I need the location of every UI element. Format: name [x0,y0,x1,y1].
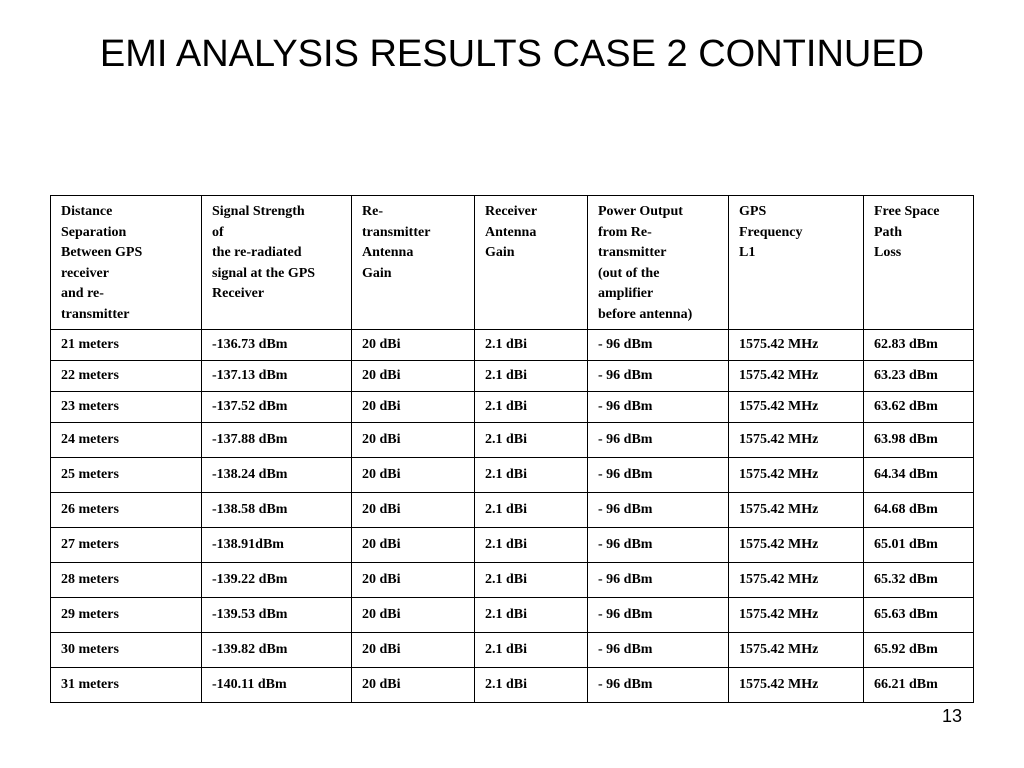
table-cell: 65.01 dBm [864,528,974,563]
table-cell: 1575.42 MHz [729,668,864,703]
table-cell: 30 meters [51,633,202,668]
table-row [51,528,974,563]
emi-results-table [50,195,974,703]
table-cell: 65.92 dBm [864,633,974,668]
table-row [51,423,974,458]
table-cell: -137.52 dBm [202,392,352,423]
table-cell: 20 dBi [352,392,475,423]
table-cell: - 96 dBm [588,423,729,458]
column-header: Re- transmitter Antenna Gain [352,196,475,330]
table-cell: 1575.42 MHz [729,392,864,423]
table-cell: -139.82 dBm [202,633,352,668]
table-cell: 25 meters [51,458,202,493]
table-row [51,361,974,392]
table-cell: 23 meters [51,392,202,423]
table-cell: 64.34 dBm [864,458,974,493]
table-cell: 20 dBi [352,668,475,703]
slide-title: EMI ANALYSIS RESULTS CASE 2 CONTINUED [99,33,925,75]
table-cell: 1575.42 MHz [729,493,864,528]
table-cell: 2.1 dBi [475,633,588,668]
table-cell: -138.91dBm [202,528,352,563]
table-header-row [51,196,974,330]
table-cell: 63.98 dBm [864,423,974,458]
column-header: Distance Separation Between GPS receiver and re- transmitter [51,196,202,330]
table-row [51,458,974,493]
table-cell: - 96 dBm [588,361,729,392]
table-cell: 28 meters [51,563,202,598]
table-cell: 20 dBi [352,598,475,633]
table-cell: 2.1 dBi [475,458,588,493]
table-cell: -140.11 dBm [202,668,352,703]
table-cell: -139.53 dBm [202,598,352,633]
table-cell: 21 meters [51,330,202,361]
table-cell: 1575.42 MHz [729,528,864,563]
table-cell: - 96 dBm [588,633,729,668]
table-row [51,633,974,668]
table-cell: 63.23 dBm [864,361,974,392]
table-cell: 20 dBi [352,330,475,361]
table-cell: 65.63 dBm [864,598,974,633]
table-cell: -136.73 dBm [202,330,352,361]
table-cell: - 96 dBm [588,458,729,493]
table-cell: 24 meters [51,423,202,458]
table-row [51,598,974,633]
table-cell: - 96 dBm [588,598,729,633]
table-cell: -138.24 dBm [202,458,352,493]
table-cell: 64.68 dBm [864,493,974,528]
table-cell: 62.83 dBm [864,330,974,361]
table-cell: 20 dBi [352,458,475,493]
table-cell: 66.21 dBm [864,668,974,703]
table-cell: 20 dBi [352,528,475,563]
table-row [51,493,974,528]
table-cell: -138.58 dBm [202,493,352,528]
column-header: Receiver Antenna Gain [475,196,588,330]
table-row [51,392,974,423]
table-cell: 20 dBi [352,423,475,458]
table-cell: 20 dBi [352,493,475,528]
column-header: Signal Strength of the re-radiated signal at the GPS Receiver [202,196,352,330]
table-row [51,563,974,598]
table-cell: - 96 dBm [588,563,729,598]
table-cell: -137.13 dBm [202,361,352,392]
column-header: Power Output from Re- transmitter (out of the amplifier before antenna) [588,196,729,330]
table-cell: 1575.42 MHz [729,330,864,361]
table-cell: - 96 dBm [588,392,729,423]
table-cell: 63.62 dBm [864,392,974,423]
table-cell: 2.1 dBi [475,423,588,458]
table-cell: 2.1 dBi [475,668,588,703]
table-cell: 1575.42 MHz [729,598,864,633]
table-row [51,668,974,703]
table-cell: 65.32 dBm [864,563,974,598]
table-cell: 20 dBi [352,563,475,598]
table-cell: 2.1 dBi [475,493,588,528]
table-cell: 27 meters [51,528,202,563]
table-cell: 1575.42 MHz [729,361,864,392]
table-cell: 1575.42 MHz [729,633,864,668]
table-cell: - 96 dBm [588,528,729,563]
table-cell: 29 meters [51,598,202,633]
table-cell: 2.1 dBi [475,563,588,598]
column-header: Free Space Path Loss [864,196,974,330]
table-cell: 2.1 dBi [475,392,588,423]
table-cell: 2.1 dBi [475,528,588,563]
table-cell: 20 dBi [352,361,475,392]
table-row [51,330,974,361]
table-cell: - 96 dBm [588,668,729,703]
table-cell: - 96 dBm [588,493,729,528]
table-cell: 2.1 dBi [475,330,588,361]
page-number: 13 [941,706,962,726]
table-cell: 1575.42 MHz [729,458,864,493]
table-cell: 1575.42 MHz [729,423,864,458]
table-cell: 1575.42 MHz [729,563,864,598]
table-cell: 20 dBi [352,633,475,668]
table-cell: 2.1 dBi [475,361,588,392]
table-cell: 31 meters [51,668,202,703]
table-cell: -139.22 dBm [202,563,352,598]
table-cell: - 96 dBm [588,330,729,361]
table-cell: 2.1 dBi [475,598,588,633]
table-cell: -137.88 dBm [202,423,352,458]
column-header: GPS Frequency L1 [729,196,864,330]
table-cell: 26 meters [51,493,202,528]
table-cell: 22 meters [51,361,202,392]
